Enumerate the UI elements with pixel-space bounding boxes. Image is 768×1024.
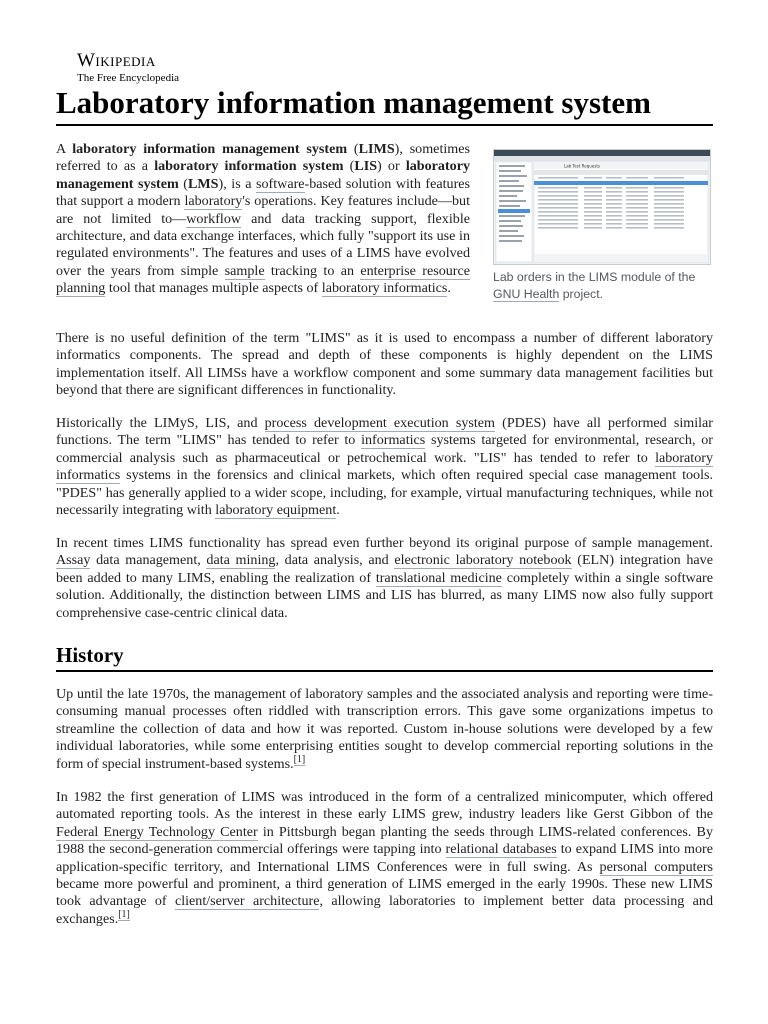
link-translational-medicine[interactable]: translational medicine — [375, 569, 502, 586]
term-bold: laboratory management system — [56, 158, 471, 192]
page-title: Laboratory information management system — [56, 84, 713, 126]
paragraph: There is no useful definition of the term "LIMS" as it is used to encompass a number of different laboratory informatics components. The spread and depth of these components is highly dependent on the LIMS implementation itself. All LIMSs have a workflow component and some summary data management facilities but beyond that there are significant differences in functionality. — [56, 330, 713, 399]
text: , allowing laboratories to implement better data processing and exchanges. — [56, 893, 713, 927]
link-process-development-execution-system[interactable]: process development execution system — [264, 415, 495, 431]
text: . — [447, 280, 451, 297]
logo-wordmark: Wikipedia — [77, 50, 156, 71]
text: ), sometimes referred to as a — [56, 141, 470, 175]
figure-caption — [493, 269, 713, 303]
text: ), is a — [218, 175, 257, 192]
logo-tagline: The Free Encyclopedia — [77, 72, 180, 84]
link-sample[interactable]: sample — [224, 262, 265, 279]
text: and data tracking support, flexible architecture, and data exchange interfaces, which fully "support its use in regulated environments". The features and uses of a LIMS have evolved over the years from simple — [56, 210, 470, 279]
link-relational-databases[interactable]: relational databases — [445, 841, 557, 858]
link-personal-computers[interactable]: personal computers — [599, 858, 713, 875]
link-federal-energy-technology-center[interactable]: Federal Energy Technology Center — [56, 823, 258, 840]
link-laboratory-informatics[interactable]: laboratory informatics — [321, 280, 448, 297]
text: -based solution with features that support a modern — [56, 175, 471, 210]
paragraph — [56, 789, 713, 928]
term-bold: LIS — [354, 158, 378, 175]
figure — [493, 149, 713, 303]
text: 's operations. Key features include—but are not limited to— — [56, 193, 470, 227]
text: to expand LIMS into more application-specific territory, and International LIMS Conferences were in full swing. As — [56, 841, 713, 875]
text: ( — [178, 175, 188, 192]
paragraph-4 — [56, 535, 713, 622]
text: In 1982 the first generation of LIMS was introduced in the form of a centralized minicomputer, which offered automated reporting tools. As the interest in these early LIMS grew, industry leaders like Gerst Gibbon of the — [56, 789, 713, 823]
term-bold: LIMS — [358, 141, 395, 157]
text: data management, — [90, 552, 207, 569]
text: , data analysis, and — [275, 552, 395, 569]
text: ( — [347, 141, 359, 157]
screenshot-illustration — [494, 150, 710, 264]
link-data-mining[interactable]: data mining — [206, 552, 276, 569]
text: Lab orders in the LIMS module of the — [493, 270, 696, 284]
paragraph — [56, 686, 713, 773]
link-software[interactable]: software — [256, 175, 305, 192]
text: became more powerful and prominent, a third generation of LIMS emerged in the early 1990s. These new LIMS took advantage of — [56, 876, 713, 910]
paragraph — [56, 535, 713, 622]
link-electronic-laboratory-notebook[interactable]: electronic laboratory notebook — [394, 552, 572, 569]
text: (PDES) have all performed similar functions. The term "LIMS" has tended to refer to — [56, 415, 713, 449]
text: tracking to an — [264, 262, 361, 279]
text: . — [336, 502, 340, 519]
paragraph-6 — [56, 789, 713, 928]
term-bold: laboratory information management system — [72, 141, 348, 157]
text: systems targeted for environmental, research, or commercial analysis such as pharmaceutical or petrochemical work. "LIS" has tended to refer to — [56, 432, 713, 466]
section-heading-history: History — [56, 642, 713, 672]
text: completely within a single software solution. Additionally, the distinction between LIMS and LIS has blurred, as many LIMS now also fully support comprehensive case-centric clinical data. — [56, 569, 713, 621]
paragraph-3 — [56, 415, 713, 519]
intro-paragraph-block — [56, 141, 470, 298]
text: (ELN) integration have been added to many LIMS, enabling the realization of — [56, 552, 713, 586]
text: Up until the late 1970s, the management of laboratory samples and the associated analysis and reporting were time-consuming manual processes often riddled with transcription errors. This gave some organizations impetus to streamline the collection of data and how it was reported. Custom in-house solutions were developed by a few individual laboratories, while some enterprising entities sought to develop commercial reporting solutions in the form of special instrument-based systems. — [56, 686, 713, 772]
text: systems in the forensics and clinical markets, which often required special case management tools. "PDES" has generally applied to a wider scope, including, for example, virtual manufacturing techniques, while not necessarily integrating with — [56, 467, 713, 519]
link-laboratory[interactable]: laboratory — [184, 193, 243, 210]
term-bold: LMS — [187, 175, 219, 192]
text: project. — [559, 287, 604, 301]
wikipedia-logo[interactable] — [77, 51, 179, 85]
link-enterprise-resource-planning[interactable]: enterprise resource planning — [56, 262, 470, 297]
text: A — [56, 141, 73, 157]
link-gnu-health[interactable]: GNU Health — [493, 287, 560, 301]
reference-link[interactable]: [1] — [293, 753, 306, 765]
paragraph-2 — [56, 330, 713, 400]
paragraph-5 — [56, 686, 713, 773]
link-informatics[interactable]: informatics — [361, 432, 426, 449]
paragraph — [56, 415, 713, 519]
text: ) or — [377, 158, 406, 175]
link-laboratory-equipment[interactable]: laboratory equipment — [215, 502, 337, 519]
intro-paragraph — [56, 141, 470, 298]
text: Historically the LIMyS, LIS, and — [56, 415, 265, 431]
link-client-server-architecture[interactable]: client/server architecture — [174, 893, 320, 910]
text: ( — [343, 158, 355, 175]
link-assay[interactable]: Assay — [56, 552, 91, 569]
text: in Pittsburgh began planting the seeds through LIMS-related conferences. By 1988 the second-generation commercial offerings were tapping into — [56, 823, 713, 858]
term-bold: laboratory information system — [154, 158, 344, 175]
link-laboratory-informatics[interactable]: laboratory informatics — [56, 449, 713, 484]
text: In recent times LIMS functionality has spread even further beyond its original purpose of sample management. — [56, 535, 713, 551]
text: tool that manages multiple aspects of — [105, 280, 322, 297]
screenshot-header-text: Lab Test Requests — [564, 163, 600, 169]
link-workflow[interactable]: workflow — [186, 210, 242, 227]
reference-link[interactable]: [1] — [118, 909, 130, 921]
figure-screenshot-image[interactable] — [493, 149, 711, 265]
